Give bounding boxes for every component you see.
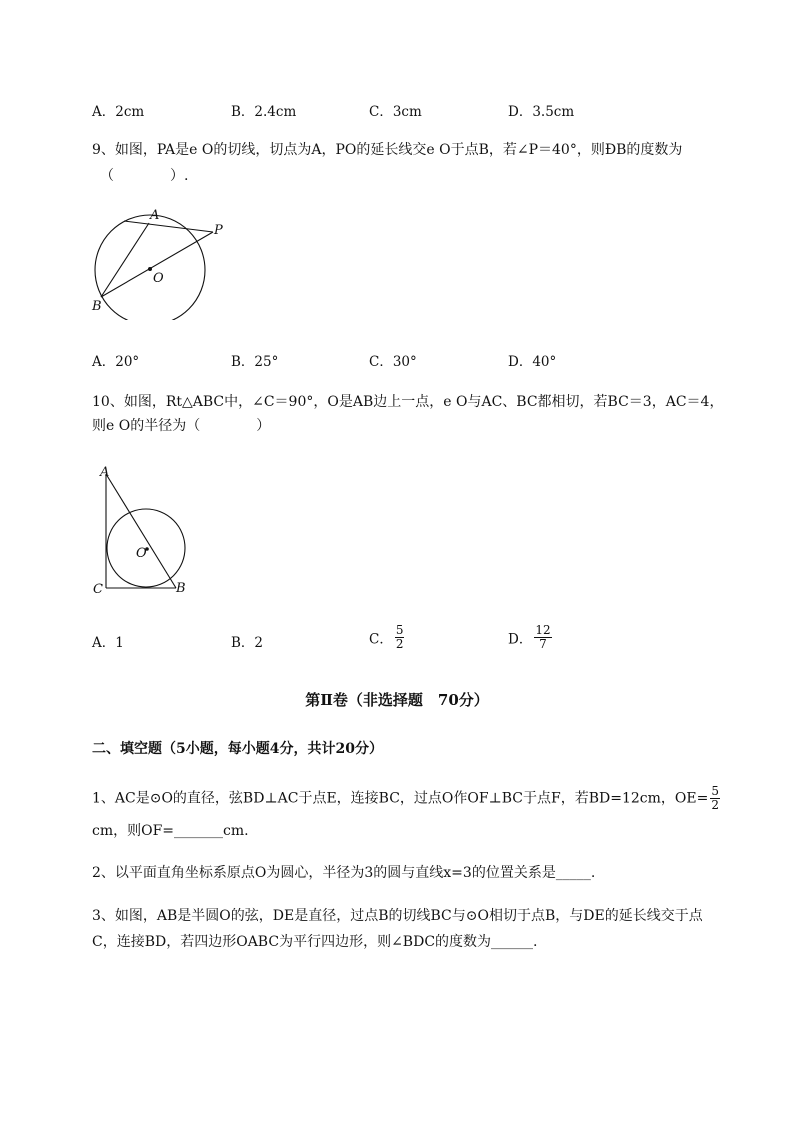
fill1-line2: cm，则OF=_______cm.: [92, 823, 249, 839]
q10-option-d-fraction: [534, 624, 551, 651]
q9-option-b[interactable]: B．25°: [231, 354, 279, 370]
q10-option-d-denominator: 7: [539, 637, 547, 651]
q9-stem-line1: 9、如图，PA是e O的切线，切点为A，PO的延长线交e O于点B，若∠P＝40°，则ÐB的度数为: [92, 142, 683, 158]
q10-figure: [84, 458, 204, 600]
q10-option-d-numerator: 12: [535, 623, 551, 637]
q9-label-p: P: [214, 223, 223, 238]
q9-option-c[interactable]: C．30°: [369, 354, 417, 370]
q8-options: [92, 100, 732, 120]
q8-option-b[interactable]: B．2.4cm: [231, 104, 297, 120]
q10-stem-line1: 10、如图，Rt△ABC中，∠C＝90°，O是AB边上一点，e O与AC、BC都相切，若BC＝3，AC＝4，: [92, 394, 724, 410]
q10-label-o: O: [136, 546, 147, 561]
fill1-denominator: 2: [711, 798, 719, 812]
q10-option-c-prefix: C．: [369, 631, 393, 648]
fill1-line1: [92, 785, 722, 811]
q9-center-dot: [148, 267, 152, 271]
q10-stem-line2: 则e O的半径为（ ）: [92, 418, 271, 434]
q10-option-c-numerator: 5: [395, 623, 404, 637]
q10-option-b[interactable]: B．2: [231, 635, 264, 651]
fill1-fraction: [710, 785, 720, 812]
q10-option-c-denominator: 2: [395, 637, 404, 651]
q9-option-d[interactable]: D．40°: [508, 354, 557, 370]
q9-option-a[interactable]: A．20°: [92, 354, 140, 370]
q10-label-a: A: [100, 465, 110, 480]
fill3-line2: C，连接BD，若四边形OABC为平行四边形，则∠BDC的度数为______.: [92, 934, 538, 950]
q10-option-d-prefix: D．: [508, 631, 533, 648]
fill2-line: 2、以平面直角坐标系原点O为圆心，半径为3的圆与直线x=3的位置关系是_____.: [92, 865, 596, 881]
q9-label-b: B: [92, 299, 102, 314]
q10-option-d[interactable]: [508, 624, 554, 651]
q10-option-c-fraction: [395, 624, 405, 651]
fill3-line1: 3、如图，AB是半圆O的弦，DE是直径，过点B的切线BC与⊙O相切于点B，与DE的延长线交于点: [92, 908, 703, 924]
fill1-text: 1、AC是⊙O的直径，弦BD⊥AC于点E，连接BC，过点O作OF⊥BC于点F，若BD=12cm，OE=: [92, 790, 709, 807]
q8-option-c[interactable]: C．3cm: [369, 104, 422, 120]
part-title: 二、填空题（5小题，每小题4分，共计20分）: [92, 741, 383, 757]
q9-secant-line: [101, 232, 213, 297]
q8-option-d[interactable]: D．3.5cm: [508, 104, 575, 120]
q9-label-a: A: [150, 208, 160, 223]
q9-label-o: O: [153, 271, 164, 286]
q8-option-a[interactable]: A．2cm: [92, 104, 145, 120]
q10-label-c: C: [93, 582, 103, 597]
q9-tangent-line: [124, 221, 213, 232]
q9-figure: [84, 200, 244, 320]
q10-option-c[interactable]: [369, 624, 406, 651]
q9-stem-line2: （ ）.: [100, 168, 189, 184]
q10-label-b: B: [176, 581, 186, 596]
q10-option-a[interactable]: A．1: [92, 635, 124, 651]
fill1-numerator: 5: [711, 784, 719, 798]
q10-side-ab: [106, 474, 176, 588]
q9-options: [92, 350, 732, 370]
section-title: 第Ⅱ卷（非选择题 70分）: [305, 691, 489, 709]
q10-options: [92, 624, 732, 660]
